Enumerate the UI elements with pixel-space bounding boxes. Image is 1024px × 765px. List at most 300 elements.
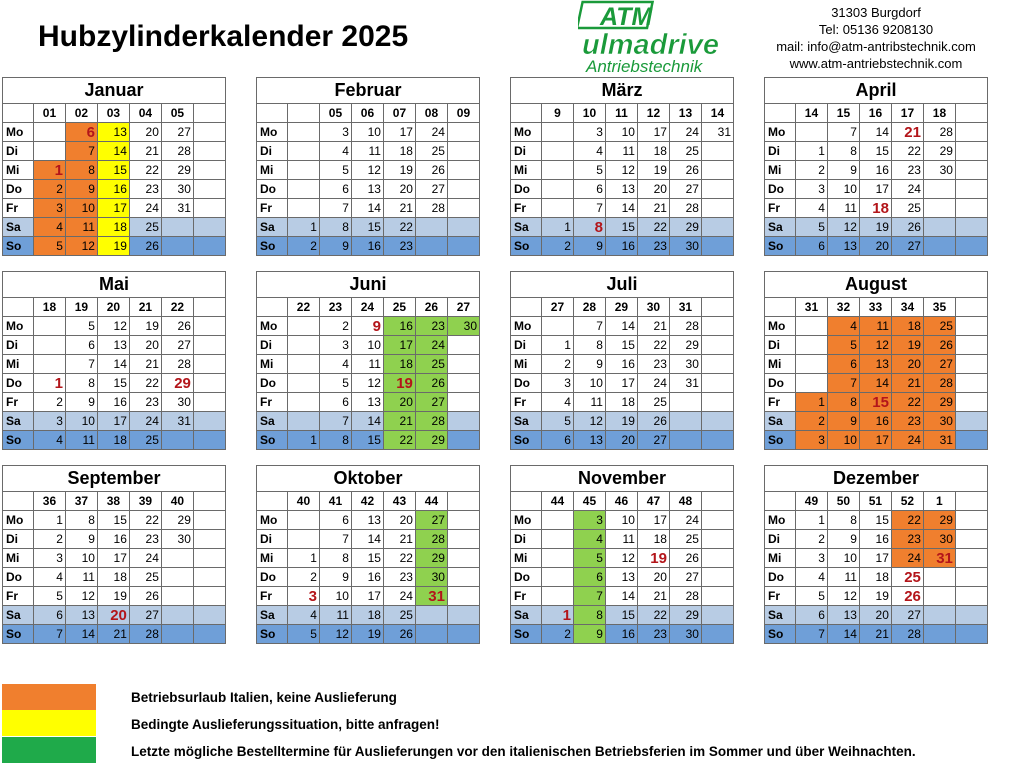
weekday-row-mi <box>511 549 734 568</box>
weekday-row-mi <box>257 161 480 180</box>
atm-ulmadrive-logo <box>578 0 738 76</box>
day-cell: 28 <box>129 625 161 644</box>
day-cell: 27 <box>161 336 193 355</box>
empty-cell <box>193 549 225 568</box>
day-cell: 21 <box>383 530 415 549</box>
day-cell: 17 <box>637 123 669 142</box>
weekday-row-fr <box>765 199 988 218</box>
week-number: 18 <box>33 298 65 317</box>
weekday-row-mo <box>3 317 226 336</box>
day-cell: 13 <box>97 123 129 142</box>
weekday-label: Do <box>3 374 34 393</box>
weekday-row-mo <box>511 317 734 336</box>
week-number-row <box>511 298 734 317</box>
empty-cell <box>33 336 65 355</box>
weekday-label: Do <box>511 374 542 393</box>
day-cell: 25 <box>891 568 923 587</box>
empty-cell <box>193 355 225 374</box>
day-cell: 28 <box>415 412 447 431</box>
weekday-row-do <box>765 180 988 199</box>
day-cell: 13 <box>827 237 859 256</box>
week-number: 14 <box>795 104 827 123</box>
weekday-label: So <box>765 431 796 450</box>
day-cell: 4 <box>795 568 827 587</box>
day-cell: 22 <box>383 549 415 568</box>
empty-cell <box>447 511 479 530</box>
day-cell: 26 <box>129 237 161 256</box>
day-cell: 12 <box>351 161 383 180</box>
day-cell: 26 <box>383 625 415 644</box>
day-cell: 29 <box>161 511 193 530</box>
week-number-row <box>257 104 480 123</box>
day-cell: 19 <box>637 161 669 180</box>
day-cell: 17 <box>97 199 129 218</box>
day-cell: 3 <box>795 549 827 568</box>
week-number: 43 <box>383 492 415 511</box>
day-cell: 12 <box>351 374 383 393</box>
week-number: 38 <box>97 492 129 511</box>
day-cell: 24 <box>383 587 415 606</box>
weekday-label: Mi <box>257 549 288 568</box>
week-number-row <box>257 298 480 317</box>
weekday-row-sa <box>257 606 480 625</box>
day-cell: 2 <box>541 625 573 644</box>
empty-cell <box>447 355 479 374</box>
day-cell: 2 <box>33 393 65 412</box>
empty-cell <box>193 393 225 412</box>
day-cell: 8 <box>573 606 605 625</box>
day-cell: 7 <box>65 355 97 374</box>
empty-cell <box>33 317 65 336</box>
day-cell: 27 <box>891 606 923 625</box>
month-januar <box>2 77 226 256</box>
corner-cell <box>257 298 288 317</box>
week-number <box>955 492 987 511</box>
month-name: Juli <box>511 272 734 298</box>
day-cell: 27 <box>891 237 923 256</box>
day-cell: 2 <box>795 412 827 431</box>
weekday-label: Mo <box>3 317 34 336</box>
day-cell: 18 <box>605 393 637 412</box>
weekday-label: Mi <box>511 161 542 180</box>
week-number: 34 <box>891 298 923 317</box>
week-number: 22 <box>287 298 319 317</box>
contact-website[interactable]: www.atm-antriebstechnik.com <box>789 56 963 71</box>
empty-cell <box>955 568 987 587</box>
day-cell: 5 <box>795 218 827 237</box>
day-cell: 23 <box>637 237 669 256</box>
week-number: 02 <box>65 104 97 123</box>
weekday-label: Di <box>257 530 288 549</box>
weekday-label: Mo <box>511 317 542 336</box>
week-number: 09 <box>447 104 479 123</box>
month-februar <box>256 77 480 256</box>
empty-cell <box>287 530 319 549</box>
day-cell: 7 <box>573 587 605 606</box>
empty-cell <box>701 180 733 199</box>
week-number: 03 <box>97 104 129 123</box>
day-cell: 12 <box>605 161 637 180</box>
empty-cell <box>955 123 987 142</box>
weekday-label: Fr <box>3 587 34 606</box>
weekday-label: So <box>511 625 542 644</box>
weekday-label: Di <box>3 530 34 549</box>
day-cell: 4 <box>33 431 65 450</box>
day-cell: 10 <box>65 199 97 218</box>
empty-cell <box>701 412 733 431</box>
week-number: 44 <box>415 492 447 511</box>
day-cell: 2 <box>795 161 827 180</box>
empty-cell <box>669 431 701 450</box>
week-number-row <box>3 104 226 123</box>
empty-cell <box>161 625 193 644</box>
weekday-label: Mi <box>3 355 34 374</box>
day-cell: 30 <box>669 625 701 644</box>
weekday-label: Mo <box>765 123 796 142</box>
day-cell: 17 <box>351 587 383 606</box>
day-cell: 13 <box>827 606 859 625</box>
weekday-row-di <box>3 142 226 161</box>
empty-cell <box>447 431 479 450</box>
weekday-label: Mi <box>257 161 288 180</box>
legend-swatch-green <box>2 737 96 763</box>
day-cell: 25 <box>923 317 955 336</box>
day-cell: 5 <box>33 237 65 256</box>
weekday-label: Do <box>765 374 796 393</box>
weekday-row-fr <box>257 199 480 218</box>
weekday-label: Mo <box>511 511 542 530</box>
day-cell: 9 <box>827 530 859 549</box>
weekday-label: Fr <box>257 199 288 218</box>
day-cell: 23 <box>383 237 415 256</box>
empty-cell <box>447 412 479 431</box>
empty-cell <box>447 530 479 549</box>
day-cell: 7 <box>319 530 351 549</box>
day-cell: 29 <box>923 142 955 161</box>
week-number: 16 <box>859 104 891 123</box>
day-cell: 3 <box>573 123 605 142</box>
empty-cell <box>955 393 987 412</box>
empty-cell <box>161 606 193 625</box>
empty-cell <box>447 218 479 237</box>
day-cell: 6 <box>573 180 605 199</box>
weekday-row-mo <box>257 317 480 336</box>
week-number: 45 <box>573 492 605 511</box>
day-cell: 1 <box>795 142 827 161</box>
day-cell: 24 <box>891 549 923 568</box>
day-cell: 2 <box>795 530 827 549</box>
day-cell: 18 <box>351 606 383 625</box>
empty-cell <box>541 587 573 606</box>
day-cell: 6 <box>795 606 827 625</box>
day-cell: 11 <box>573 393 605 412</box>
month-name: Juni <box>257 272 480 298</box>
day-cell: 30 <box>669 355 701 374</box>
empty-cell <box>541 530 573 549</box>
day-cell: 5 <box>573 161 605 180</box>
corner-cell <box>765 298 796 317</box>
day-cell: 2 <box>287 237 319 256</box>
empty-cell <box>955 374 987 393</box>
empty-cell <box>447 142 479 161</box>
day-cell: 16 <box>605 625 637 644</box>
day-cell: 21 <box>859 625 891 644</box>
week-number: 40 <box>287 492 319 511</box>
empty-cell <box>447 625 479 644</box>
day-cell: 26 <box>415 161 447 180</box>
empty-cell <box>447 393 479 412</box>
empty-cell <box>193 237 225 256</box>
day-cell: 10 <box>65 549 97 568</box>
day-cell: 9 <box>351 317 383 336</box>
weekday-label: Do <box>765 180 796 199</box>
empty-cell <box>955 511 987 530</box>
empty-cell <box>415 606 447 625</box>
weekday-row-sa <box>765 606 988 625</box>
weekday-label: Sa <box>765 412 796 431</box>
week-number: 25 <box>383 298 415 317</box>
month-oktober <box>256 465 480 644</box>
day-cell: 23 <box>637 355 669 374</box>
week-number <box>955 298 987 317</box>
empty-cell <box>541 549 573 568</box>
day-cell: 10 <box>573 374 605 393</box>
weekday-row-mo <box>511 123 734 142</box>
contact-email: mail: info@atm-antribstechnik.com <box>776 39 976 54</box>
weekday-label: So <box>511 431 542 450</box>
day-cell: 20 <box>605 431 637 450</box>
empty-cell <box>415 218 447 237</box>
week-number <box>701 298 733 317</box>
day-cell: 21 <box>637 317 669 336</box>
day-cell: 6 <box>795 237 827 256</box>
weekday-row-fr <box>3 587 226 606</box>
weekday-row-sa <box>3 606 226 625</box>
week-number: 35 <box>923 298 955 317</box>
week-number: 39 <box>129 492 161 511</box>
day-cell: 28 <box>891 625 923 644</box>
day-cell: 18 <box>97 431 129 450</box>
weekday-row-do <box>3 180 226 199</box>
weekday-label: Mi <box>257 355 288 374</box>
empty-cell <box>447 180 479 199</box>
day-cell: 30 <box>447 317 479 336</box>
weekday-label: Fr <box>765 587 796 606</box>
day-cell: 28 <box>669 317 701 336</box>
weekday-row-so <box>257 237 480 256</box>
day-cell: 24 <box>891 431 923 450</box>
day-cell: 19 <box>351 625 383 644</box>
weekday-label: Mi <box>765 549 796 568</box>
day-cell: 11 <box>605 142 637 161</box>
weekday-label: Mo <box>765 317 796 336</box>
day-cell: 5 <box>827 336 859 355</box>
weekday-label: Do <box>257 180 288 199</box>
day-cell: 16 <box>97 530 129 549</box>
month-name: Februar <box>257 78 480 104</box>
day-cell: 12 <box>573 412 605 431</box>
day-cell: 26 <box>923 336 955 355</box>
day-cell: 26 <box>161 317 193 336</box>
weekday-label: Di <box>511 336 542 355</box>
day-cell: 16 <box>859 412 891 431</box>
day-cell: 2 <box>541 237 573 256</box>
week-number: 26 <box>415 298 447 317</box>
day-cell: 7 <box>573 199 605 218</box>
week-number: 24 <box>351 298 383 317</box>
weekday-row-sa <box>511 606 734 625</box>
weekday-label: So <box>511 237 542 256</box>
week-number <box>447 492 479 511</box>
day-cell: 9 <box>319 568 351 587</box>
day-cell: 16 <box>383 317 415 336</box>
empty-cell <box>955 199 987 218</box>
day-cell: 20 <box>859 606 891 625</box>
empty-cell <box>193 511 225 530</box>
empty-cell <box>287 142 319 161</box>
week-number: 46 <box>605 492 637 511</box>
weekday-label: So <box>3 431 34 450</box>
day-cell: 18 <box>859 568 891 587</box>
week-number: 49 <box>795 492 827 511</box>
empty-cell <box>541 142 573 161</box>
weekday-label: So <box>765 237 796 256</box>
contact-address: 31303 Burgdorf <box>831 5 921 20</box>
empty-cell <box>447 199 479 218</box>
day-cell: 21 <box>637 199 669 218</box>
weekday-label: Sa <box>257 606 288 625</box>
contact-info <box>762 4 990 72</box>
day-cell: 19 <box>97 237 129 256</box>
empty-cell <box>955 606 987 625</box>
day-cell: 15 <box>605 218 637 237</box>
empty-cell <box>701 161 733 180</box>
corner-cell <box>511 492 542 511</box>
day-cell: 14 <box>65 625 97 644</box>
weekday-row-sa <box>511 218 734 237</box>
week-number: 19 <box>65 298 97 317</box>
empty-cell <box>287 336 319 355</box>
day-cell: 18 <box>891 317 923 336</box>
day-cell: 12 <box>97 317 129 336</box>
weekday-row-do <box>511 374 734 393</box>
day-cell: 19 <box>97 587 129 606</box>
day-cell: 30 <box>923 412 955 431</box>
day-cell: 1 <box>287 218 319 237</box>
corner-cell <box>511 298 542 317</box>
day-cell: 21 <box>891 123 923 142</box>
weekday-label: So <box>3 237 34 256</box>
day-cell: 7 <box>827 123 859 142</box>
day-cell: 31 <box>161 412 193 431</box>
weekday-label: Di <box>765 530 796 549</box>
weekday-row-mo <box>257 511 480 530</box>
day-cell: 24 <box>129 199 161 218</box>
day-cell: 22 <box>891 142 923 161</box>
empty-cell <box>701 625 733 644</box>
weekday-label: Mo <box>3 511 34 530</box>
weekday-label: Mi <box>511 355 542 374</box>
empty-cell <box>701 336 733 355</box>
day-cell: 30 <box>669 237 701 256</box>
empty-cell <box>541 568 573 587</box>
week-number: 04 <box>129 104 161 123</box>
empty-cell <box>287 393 319 412</box>
weekday-row-so <box>511 625 734 644</box>
empty-cell <box>701 606 733 625</box>
month-dezember <box>764 465 988 644</box>
day-cell: 8 <box>573 218 605 237</box>
day-cell: 17 <box>859 180 891 199</box>
week-number-row <box>3 492 226 511</box>
day-cell: 30 <box>923 530 955 549</box>
day-cell: 28 <box>923 123 955 142</box>
empty-cell <box>701 218 733 237</box>
day-cell: 1 <box>795 511 827 530</box>
empty-cell <box>701 374 733 393</box>
empty-cell <box>193 336 225 355</box>
day-cell: 9 <box>65 393 97 412</box>
empty-cell <box>447 568 479 587</box>
weekday-label: Di <box>511 530 542 549</box>
day-cell: 9 <box>65 180 97 199</box>
day-cell: 25 <box>129 431 161 450</box>
weekday-row-sa <box>3 412 226 431</box>
weekday-row-so <box>3 625 226 644</box>
weekday-row-do <box>511 568 734 587</box>
weekday-row-mi <box>3 355 226 374</box>
day-cell: 14 <box>97 355 129 374</box>
month-name: Oktober <box>257 466 480 492</box>
day-cell: 20 <box>637 180 669 199</box>
day-cell: 22 <box>637 336 669 355</box>
week-number-row <box>257 492 480 511</box>
day-cell: 21 <box>97 625 129 644</box>
day-cell: 19 <box>637 549 669 568</box>
empty-cell <box>287 355 319 374</box>
empty-cell <box>447 606 479 625</box>
empty-cell <box>923 237 955 256</box>
day-cell: 16 <box>351 568 383 587</box>
day-cell: 28 <box>161 142 193 161</box>
day-cell: 24 <box>415 123 447 142</box>
day-cell: 6 <box>65 123 97 142</box>
day-cell: 25 <box>383 606 415 625</box>
empty-cell <box>955 218 987 237</box>
day-cell: 29 <box>161 161 193 180</box>
empty-cell <box>193 161 225 180</box>
empty-cell <box>955 180 987 199</box>
day-cell: 19 <box>129 317 161 336</box>
weekday-label: Sa <box>765 218 796 237</box>
day-cell: 14 <box>605 199 637 218</box>
week-number <box>193 104 225 123</box>
empty-cell <box>955 587 987 606</box>
day-cell: 16 <box>605 355 637 374</box>
empty-cell <box>795 374 827 393</box>
month-september <box>2 465 226 644</box>
empty-cell <box>701 317 733 336</box>
contact-phone: Tel: 05136 9208130 <box>818 22 934 37</box>
week-number: 18 <box>923 104 955 123</box>
day-cell: 9 <box>65 530 97 549</box>
weekday-label: Mo <box>511 123 542 142</box>
svg-text:ATM: ATM <box>600 3 653 31</box>
weekday-label: Mo <box>257 317 288 336</box>
day-cell: 11 <box>65 431 97 450</box>
day-cell: 3 <box>33 549 65 568</box>
day-cell: 14 <box>859 123 891 142</box>
